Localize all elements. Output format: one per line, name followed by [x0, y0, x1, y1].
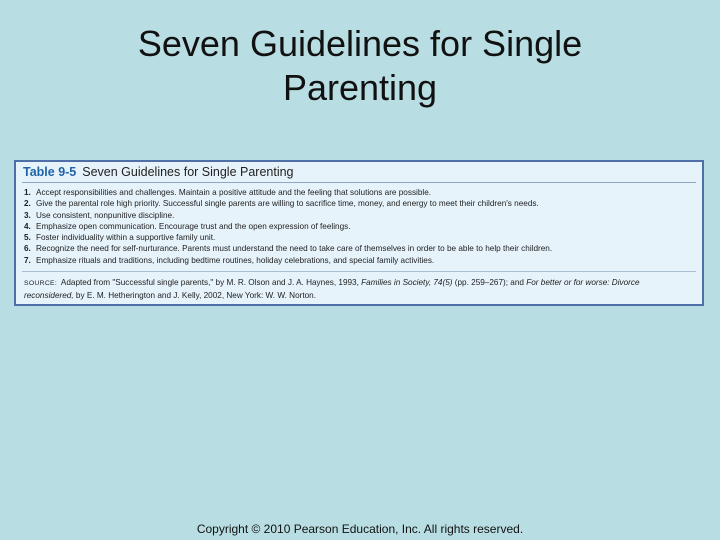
- item-number: 3.: [24, 210, 31, 220]
- item-text: Emphasize open communication. Encourage trust and the open expression of feelings.: [36, 221, 351, 231]
- list-item: [24, 198, 702, 209]
- guidelines-list: [16, 183, 702, 271]
- source-book-title-a: For better or for worse: Divorce: [526, 278, 640, 288]
- item-text: Accept responsibilities and challenges. Maintain a positive attitude and the feeling that solutions are possible.: [36, 188, 432, 197]
- source-part-2: (pp. 259–267); and: [454, 278, 524, 288]
- item-text: Foster individuality within a supportive family unit.: [36, 233, 216, 243]
- source-label: SOURCE:: [24, 280, 58, 288]
- slide-title: [0, 22, 720, 110]
- list-item: [24, 210, 702, 221]
- item-number: 7.: [24, 255, 31, 265]
- source-note: [16, 272, 702, 301]
- item-text: Emphasize rituals and traditions, including bedtime routines, holiday celebrations, and special family activities.: [36, 255, 435, 265]
- copyright-footer: Copyright © 2010 Pearson Education, Inc. All rights reserved.: [196, 522, 524, 536]
- table-caption: [16, 162, 702, 182]
- item-number: 2.: [24, 199, 31, 209]
- source-journal: Families in Society, 74(5): [361, 278, 453, 288]
- list-item: [24, 187, 702, 198]
- source-part-3: by E. M. Hetherington and J. Kelly, 2002, New York: W. W. Norton.: [75, 290, 317, 300]
- item-number: 4.: [24, 221, 31, 231]
- table-caption-text: Seven Guidelines for Single Parenting: [82, 165, 294, 179]
- table-number: Table 9-5: [23, 165, 77, 179]
- list-item: [24, 232, 702, 243]
- item-text: Use consistent, nonpunitive discipline.: [36, 210, 175, 220]
- slide-title-line-1: Seven Guidelines for Single: [137, 23, 583, 64]
- item-number: 1.: [24, 188, 31, 197]
- item-text: Give the parental role high priority. Successful single parents are willing to sacrifice time, money, and energy to meet their children's needs.: [36, 199, 539, 209]
- source-book-title-b: reconsidered,: [24, 290, 74, 300]
- item-number: 5.: [24, 233, 31, 243]
- table-figure: [14, 160, 704, 306]
- list-item: [24, 255, 702, 266]
- list-item: [24, 243, 702, 254]
- list-item: [24, 221, 702, 232]
- item-text: Recognize the need for self-nurturance. Parents must understand the need to take care of themselves in order to be able to help their children.: [36, 244, 553, 254]
- source-part-1: Adapted from "Successful single parents," by M. R. Olson and J. A. Haynes, 1993,: [60, 278, 359, 288]
- slide-title-line-2: Parenting: [282, 67, 438, 108]
- source-line-1: [24, 277, 694, 290]
- item-number: 6.: [24, 244, 31, 254]
- source-line-2: [24, 290, 694, 302]
